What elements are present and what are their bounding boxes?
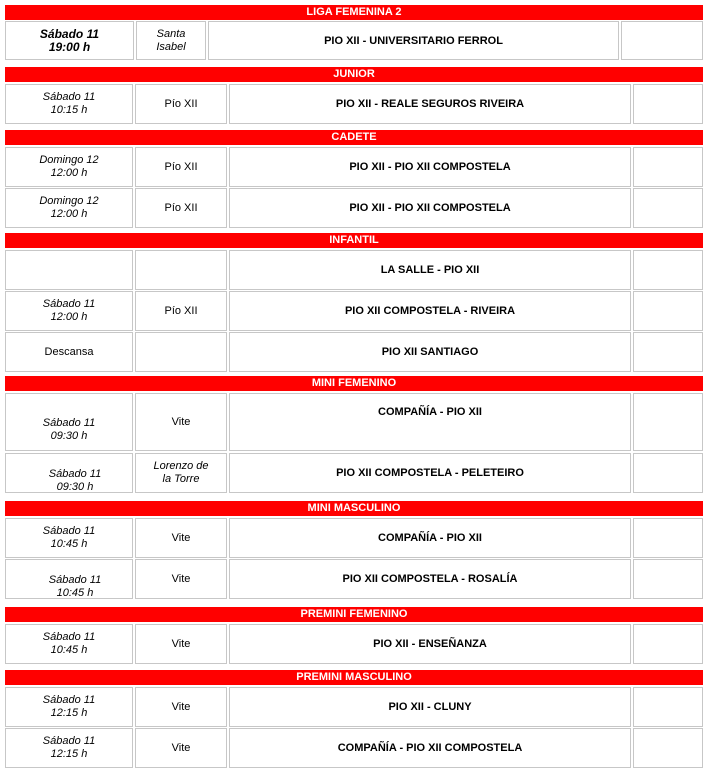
game-result-cell [633,687,703,727]
game-date-cell [5,84,133,124]
game-result-cell [633,453,703,493]
venue-text: Vite [171,572,191,585]
game-match-cell [208,21,619,60]
game-match-cell [229,624,631,664]
game-venue-cell [135,332,227,372]
game-match-cell [229,291,631,331]
game-date-cell [5,332,133,372]
game-venue-cell [135,393,227,451]
venue-text: Vite [171,700,191,713]
game-venue-cell [135,624,227,664]
game-time: 10:45 h [56,587,94,599]
game-venue-cell [136,21,206,60]
venue-line-1: Lorenzo de [153,460,209,472]
venue-line-2: la Torre [162,473,200,485]
game-time: 12:00 h [50,208,88,220]
game-result-cell [633,250,703,290]
game-day: Sábado 11 [42,735,96,747]
game-date-cell [5,188,133,228]
match-text: PIO XII - PIO XII COMPOSTELA [349,202,511,214]
game-date-cell [5,453,133,493]
section-header-mini-femenino: MINI FEMENINO [5,376,703,391]
section-header-premini-femenino: PREMINI FEMENINO [5,607,703,622]
game-result-cell [621,21,703,60]
venue-text: Pío XII [164,304,198,317]
game-venue-cell [135,559,227,599]
match-text: PIO XII COMPOSTELA - ROSALÍA [342,573,518,585]
game-day: Sábado 11 [42,417,96,429]
game-time: 12:00 h [50,311,88,323]
game-result-cell [633,291,703,331]
game-time: 19:00 h [48,39,91,54]
game-match-cell [229,147,631,187]
venue-text: Vite [171,741,191,754]
game-day: Sábado 11 [42,631,96,643]
game-date-cell [5,147,133,187]
match-text: PIO XII COMPOSTELA - PELETEIRO [336,467,524,479]
game-time: 09:30 h [56,481,94,493]
game-date-cell [5,291,133,331]
game-match-cell [229,453,631,493]
game-time: 10:15 h [50,104,88,116]
game-result-cell [633,332,703,372]
section-header-junior: JUNIOR [5,67,703,82]
section-header-cadete: CADETE [5,130,703,145]
game-day: Sábado 11 [42,694,96,706]
game-date-cell [5,518,133,558]
match-text: PIO XII - ENSEÑANZA [373,638,487,650]
game-day: Sábado 11 [42,91,96,103]
match-text: COMPAÑÍA - PIO XII [378,532,482,544]
game-time: 10:45 h [50,644,88,656]
game-time: 10:45 h [50,538,88,550]
rest-label: Descansa [44,346,94,358]
game-date-cell [5,687,133,727]
match-text: COMPAÑÍA - PIO XII [378,406,482,418]
game-venue-cell [135,453,227,493]
game-day: Domingo 12 [39,154,99,166]
venue-text: Pío XII [164,160,198,173]
game-date-cell [5,393,133,451]
game-match-cell [229,332,631,372]
game-result-cell [633,147,703,187]
venue-line-2: Isabel [156,40,186,53]
game-day: Domingo 12 [39,195,99,207]
match-text: LA SALLE - PIO XII [380,264,480,276]
game-date-cell [5,559,133,599]
game-date-cell [5,624,133,664]
game-result-cell [633,728,703,768]
game-match-cell [229,188,631,228]
game-day: Sábado 11 [42,525,96,537]
game-match-cell [229,518,631,558]
game-day: Sábado 11 [42,298,96,310]
game-match-cell [229,84,631,124]
game-result-cell [633,188,703,228]
game-match-cell [229,728,631,768]
match-text: PIO XII - PIO XII COMPOSTELA [349,161,511,173]
game-venue-cell [135,188,227,228]
game-result-cell [633,624,703,664]
section-header-premini-masculino: PREMINI MASCULINO [5,670,703,685]
game-time: 12:15 h [50,707,88,719]
game-venue-cell [135,84,227,124]
game-result-cell [633,84,703,124]
match-text: PIO XII SANTIAGO [381,346,479,358]
match-text: COMPAÑÍA - PIO XII COMPOSTELA [337,742,523,754]
venue-line-1: Santa [156,27,186,40]
game-result-cell [633,559,703,599]
game-venue-cell [135,147,227,187]
game-result-cell [633,518,703,558]
game-day: Sábado 11 [48,468,102,480]
venue-text: Pío XII [164,201,198,214]
match-text: PIO XII COMPOSTELA - RIVEIRA [344,305,516,317]
venue-text: Vite [171,415,191,428]
match-text: PIO XII - CLUNY [388,701,472,713]
match-text: PIO XII - UNIVERSITARIO FERROL [324,34,503,47]
game-venue-cell [135,728,227,768]
section-header-infantil: INFANTIL [5,233,703,248]
game-match-cell [229,250,631,290]
venue-text: Pío XII [164,97,198,110]
section-header-mini-masculino: MINI MASCULINO [5,501,703,516]
match-text: PIO XII - REALE SEGUROS RIVEIRA [335,98,525,110]
game-time: 12:15 h [50,748,88,760]
game-match-cell [229,687,631,727]
game-venue-cell [135,291,227,331]
game-venue-cell [135,518,227,558]
game-time: 09:30 h [50,430,88,442]
venue-text: Vite [171,637,191,650]
game-date-cell [5,21,134,60]
game-match-cell [229,559,631,599]
game-result-cell [633,393,703,451]
game-day: Sábado 11 [39,26,100,41]
game-venue-cell [135,687,227,727]
section-header-liga-femenina-2: LIGA FEMENINA 2 [5,5,703,20]
game-venue-cell [135,250,227,290]
game-match-cell [229,393,631,451]
game-time: 12:00 h [50,167,88,179]
venue-text: Vite [171,531,191,544]
game-date-cell [5,250,133,290]
game-day: Sábado 11 [48,574,102,586]
game-date-cell [5,728,133,768]
